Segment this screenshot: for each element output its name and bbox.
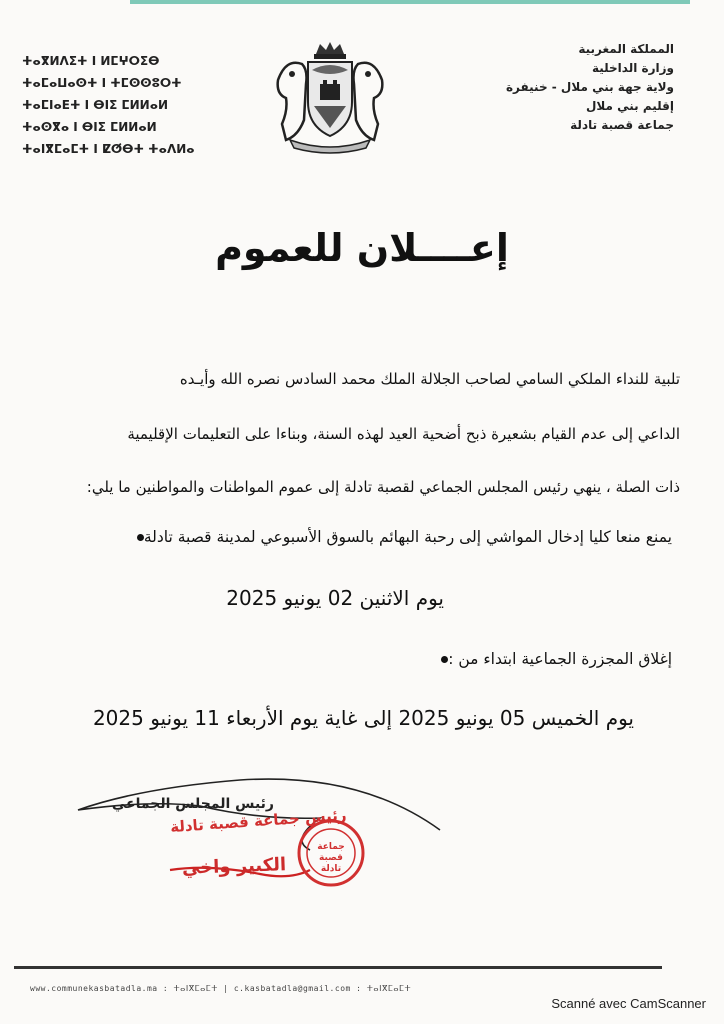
- tifinagh-line: ⵜⴰⴳⵍⴷⵉⵜ ⵏ ⵍⵎⵖⵔⵉⴱ: [22, 54, 160, 68]
- signatory-title: رئيس المجلس الجماعي: [111, 796, 274, 812]
- seal-text: جماعة قصبة تادلة: [317, 842, 345, 874]
- coat-of-arms-icon: [268, 40, 392, 152]
- paragraph-line: تلبية للنداء الملكي السامي لصاحب الجلالة الملك محمد السادس نصره الله وأيـده: [179, 370, 680, 388]
- arabic-header-line: جماعة قصبة تادلة: [570, 118, 674, 132]
- bullet-item: [125, 528, 672, 546]
- official-stamp-text: رئيس جماعة قصبة تادلة: [169, 805, 348, 837]
- tifinagh-header: [22, 50, 252, 160]
- scan-edge-accent: [130, 0, 690, 4]
- arabic-header-line: المملكة المغربية: [578, 42, 674, 56]
- tifinagh-line: ⵜⴰⵏⴳⵎⴰⵎⵜ ⵏ ⵇⵚⴱⵜ ⵜⴰⴷⵍⴰ: [22, 142, 195, 156]
- paragraph-line: الداعي إلى عدم القيام بشعيرة ذبح أضحية العيد لهذه السنة، وبناءا على التعليمات الإقليمية: [127, 425, 680, 443]
- bullet-text: إغلاق المجزرة الجماعية ابتداء من :: [448, 650, 672, 668]
- date-line: يوم الخميس 05 يونيو 2025 إلى غاية يوم الأربعاء 11 يونيو 2025: [92, 706, 634, 730]
- footer-contact: www.communekasbatadla.ma : ⵜⴰⵏⴳⵎⴰⵎⵜ | c.kasbatadla@gmail.com : ⵜⴰⵏⴳⵎⴰⵎⵜ: [30, 984, 412, 993]
- bullet-text: يمنع منعا كليا إدخال المواشي إلى رحبة البهائم بالسوق الأسبوعي لمدينة قصبة تادلة: [143, 528, 672, 546]
- paragraph-line: ذات الصلة ، ينهي رئيس المجلس الجماعي لقصبة تادلة إلى عموم المواطنات والمواطنين ما يلي:: [86, 478, 680, 496]
- tifinagh-line: ⵜⴰⵎⵏⴰⴹⵜ ⵏ ⴱⵏⵉ ⵎⵍⵍⴰⵍ: [22, 98, 169, 112]
- bullet-dot-icon: [137, 534, 144, 541]
- footer-divider: [14, 966, 662, 969]
- announcement-title: إعــــلان للعموم: [215, 226, 509, 270]
- arabic-header-line: إقليم بني ملال: [585, 99, 674, 113]
- municipal-seal: [296, 818, 366, 888]
- arabic-header-line: ولاية جهة بني ملال - خنيفرة: [505, 80, 674, 94]
- arabic-header-line: وزارة الداخلية: [591, 61, 674, 75]
- bullet-item: [429, 650, 672, 668]
- scanner-watermark: Scanné avec CamScanner: [551, 996, 706, 1011]
- handwritten-signature: [60, 770, 500, 900]
- tifinagh-line: ⵜⴰⵎⴰⵡⴰⵙⵜ ⵏ ⵜⵎⵙⵙⵓⵔⵜ: [22, 76, 182, 90]
- arabic-header: [474, 40, 674, 135]
- tifinagh-line: ⵜⴰⵙⴳⴰ ⵏ ⴱⵏⵉ ⵎⵍⵍⴰⵍ: [22, 120, 157, 134]
- date-line: يوم الاثنين 02 يونيو 2025: [226, 586, 444, 610]
- coat-of-arms-emblem: [268, 40, 392, 152]
- signatory-name: الكبير واخي: [181, 854, 287, 879]
